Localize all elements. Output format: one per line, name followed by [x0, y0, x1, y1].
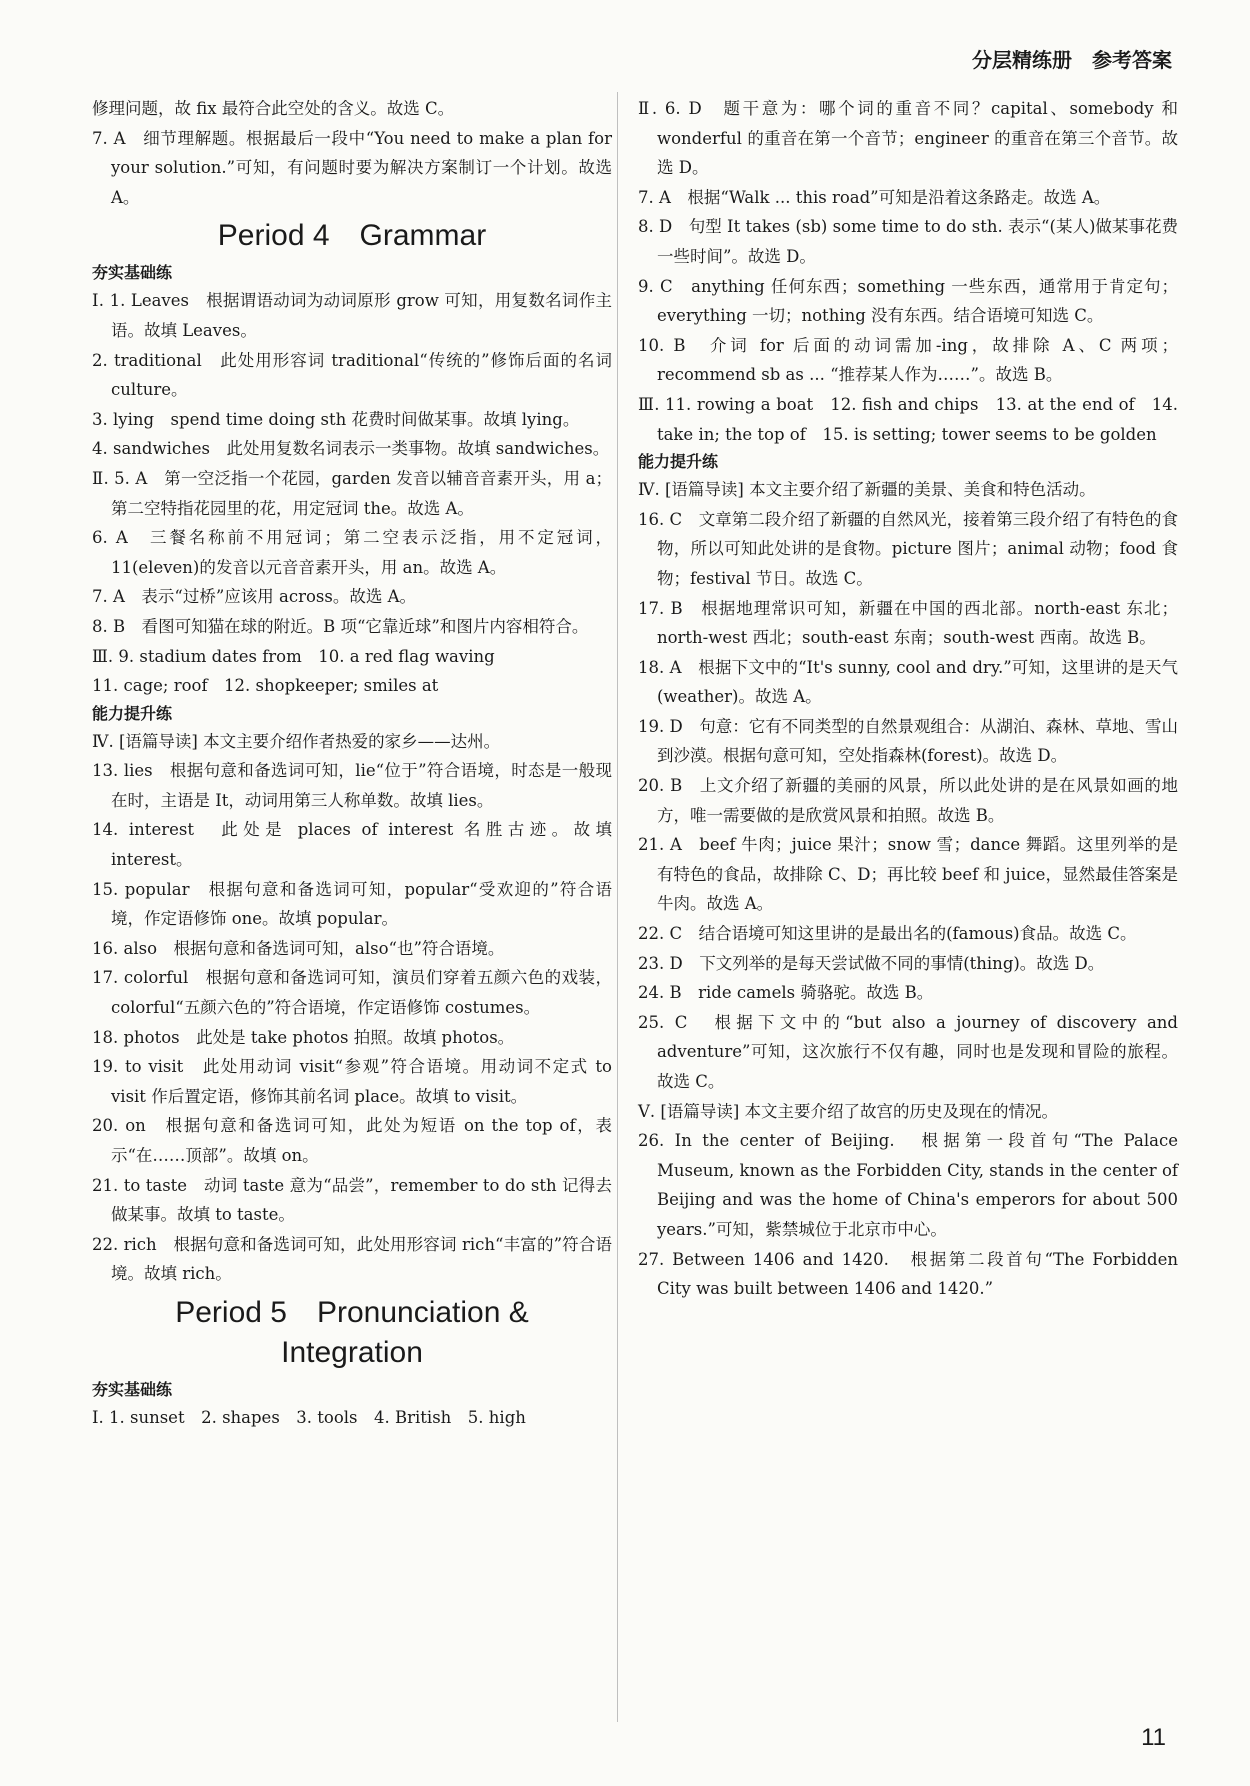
section-title: Period 4 Grammar: [217, 219, 487, 253]
answer-line: 7. A 根据“Walk ... this road”可知是沿着这条路走。故选 A。: [638, 187, 1111, 207]
page-number: 11: [1141, 1724, 1166, 1751]
answer-line: 17. B 根据地理常识可知，新疆在中国的西北部。north-east 东北；north-west 西北；south-east 东南；south-west 西南。故选 B。: [638, 598, 1178, 648]
answer-line: 16. also 根据句意和备选词可知，also“也”符合语境。: [92, 938, 505, 958]
section-title-line1: Period 5 Pronunciation &: [175, 1295, 529, 1329]
subsection-heading: 能力提升练: [638, 452, 719, 472]
left-column: [92, 94, 612, 1433]
answer-line: 22. C 结合语境可知这里讲的是最出名的(famous)食品。故选 C。: [638, 924, 1137, 944]
answer-line: Ⅰ. 1. sunset 2. shapes 3. tools 4. British 5. high: [92, 1407, 526, 1427]
answer-line: 6. A 三餐名称前不用冠词；第二空表示泛指，用不定冠词，11(eleven)的发音以元音音素开头，用 an。故选 A。: [92, 528, 612, 577]
section-title: [92, 1293, 612, 1373]
right-column: [638, 94, 1178, 1304]
answer-line: 16. C 文章第二段介绍了新疆的自然风光，接着第三段介绍了有特色的食物，所以可知此处讲的是食物。picture 图片；animal 动物；food 食物；festival 节日。故选 C。: [638, 509, 1178, 588]
answer-line: 27. Between 1406 and 1420. 根据第二段首句“The Forbidden City was built between 1406 and 1420.”: [638, 1249, 1178, 1299]
answer-line: Ⅴ. [语篇导读] 本文主要介绍了故宫的历史及现在的情况。: [638, 1101, 1059, 1121]
answer-line: 21. A beef 牛肉；juice 果汁；snow 雪；dance 舞蹈。这里列举的是有特色的食品，故排除 C、D；再比较 beef 和 juice，显然最佳答案是牛肉。故选 A。: [638, 835, 1178, 914]
subsection-heading: 夯实基础练: [92, 263, 173, 283]
answer-line: 2. traditional 此处用形容词 traditional“传统的”修饰后面的名词 culture。: [92, 350, 612, 400]
subsection-heading: 能力提升练: [92, 703, 173, 723]
answer-line: 8. D 句型 It takes (sb) some time to do sth. 表示“(某人)做某事花费一些时间”。故选 D。: [638, 217, 1178, 266]
answer-line: 7. A 表示“过桥”应该用 across。故选 A。: [92, 587, 417, 607]
answer-line: 18. A 根据下文中的“It's sunny, cool and dry.”可知，这里讲的是天气(weather)。故选 A。: [638, 657, 1178, 707]
section-title-line2: Integration: [281, 1335, 423, 1369]
answer-line: 11. cage; roof 12. shopkeeper; smiles at: [92, 676, 439, 696]
answer-line: Ⅳ. [语篇导读] 本文主要介绍了新疆的美景、美食和特色活动。: [638, 480, 1096, 500]
answer-line: 23. D 下文列举的是每天尝试做不同的事情(thing)。故选 D。: [638, 953, 1105, 973]
answer-line: Ⅱ. 5. A 第一空泛指一个花园，garden 发音以辅音音素开头，用 a；第二空特指花园里的花，用定冠词 the。故选 A。: [92, 468, 612, 518]
answer-line: 26. In the center of Beijing. 根据第一段首句“The Palace Museum, known as the Forbidden City, stands in the center of Beijing and was the home of China's emperors for about 500 years.”可知，紫禁城位于北京市中心。: [638, 1131, 1178, 1239]
answer-line: 21. to taste 动词 taste 意为“品尝”，remember to do sth 记得去做某事。故填 to taste。: [92, 1175, 612, 1225]
answer-line: 17. colorful 根据句意和备选词可知，演员们穿着五颜六色的戏装，colorful“五颜六色的”符合语境，作定语修饰 costumes。: [92, 968, 612, 1018]
header-title: 分层精练册 参考答案: [972, 48, 1172, 72]
answer-line: 20. on 根据句意和备选词可知，此处为短语 on the top of，表示“在……顶部”。故填 on。: [92, 1116, 612, 1165]
answer-line: 3. lying spend time doing sth 花费时间做某事。故填 lying。: [92, 409, 580, 429]
answer-line: 18. photos 此处是 take photos 拍照。故填 photos。: [92, 1027, 515, 1047]
answer-line: 20. B 上文介绍了新疆的美丽的风景，所以此处讲的是在风景如画的地方，唯一需要做的是欣赏风景和拍照。故选 B。: [638, 776, 1178, 825]
answer-line: Ⅰ. 1. Leaves 根据谓语动词为动词原形 grow 可知，用复数名词作主语。故填 Leaves。: [92, 291, 612, 340]
answer-line: 8. B 看图可知猫在球的附近。B 项“它靠近球”和图片内容相符合。: [92, 616, 589, 636]
answer-line: 7. A 细节理解题。根据最后一段中“You need to make a plan for your solution.”可知，有问题时要为解决方案制订一个计划。故选 A。: [92, 128, 612, 207]
answer-line: 修理问题，故 fix 最符合此空处的含义。故选 C。: [92, 99, 455, 118]
subsection-heading: 夯实基础练: [92, 1379, 173, 1399]
answer-line: Ⅳ. [语篇导读] 本文主要介绍作者热爱的家乡——达州。: [92, 731, 501, 751]
answer-line: Ⅲ. 11. rowing a boat 12. fish and chips 13. at the end of 14. take in; the top of 15. is setting; tower seems to be golden: [638, 394, 1178, 444]
answer-line: 25. C 根据下文中的“but also a journey of discovery and adventure”可知，这次旅行不仅有趣，同时也是发现和冒险的旅程。故选 C。: [638, 1012, 1178, 1091]
answer-line: 15. popular 根据句意和备选词可知，popular“受欢迎的”符合语境，作定语修饰 one。故填 popular。: [92, 879, 612, 929]
answer-line: 13. lies 根据句意和备选词可知，lie“位于”符合语境，时态是一般现在时，主语是 It，动词用第三人称单数。故填 lies。: [92, 761, 612, 810]
answer-line: Ⅲ. 9. stadium dates from 10. a red flag waving: [92, 646, 495, 666]
answer-line: 19. D 句意：它有不同类型的自然景观组合：从湖泊、森林、草地、雪山到沙漠。根据句意可知，空处指森林(forest)。故选 D。: [638, 716, 1178, 766]
answer-line: 22. rich 根据句意和备选词可知，此处用形容词 rich“丰富的”符合语境。故填 rich。: [92, 1234, 612, 1284]
answer-line: 14. interest 此处是 places of interest 名胜古迹。故填 interest。: [92, 820, 612, 870]
answer-line: 10. B 介词 for 后面的动词需加-ing，故排除 A、C 两项；recommend sb as ... “推荐某人作为……”。故选 B。: [638, 335, 1178, 385]
answer-line: Ⅱ. 6. D 题干意为：哪个词的重音不同？capital、somebody 和 wonderful 的重音在第一个音节；engineer 的重音在第三个音节。故选 D。: [638, 99, 1178, 178]
answer-line: 24. B ride camels 骑骆驼。故选 B。: [638, 983, 934, 1003]
answer-line: 19. to visit 此处用动词 visit“参观”符合语境。用动词不定式 to visit 作后置定语，修饰其前名词 place。故填 to visit。: [92, 1057, 612, 1106]
answer-line: 9. C anything 任何东西；something 一些东西，通常用于肯定句；everything 一切；nothing 没有东西。结合语境可知选 C。: [638, 276, 1178, 326]
column-divider: [617, 92, 618, 1722]
answer-line: 4. sandwiches 此处用复数名词表示一类事物。故填 sandwiches。: [92, 439, 610, 459]
